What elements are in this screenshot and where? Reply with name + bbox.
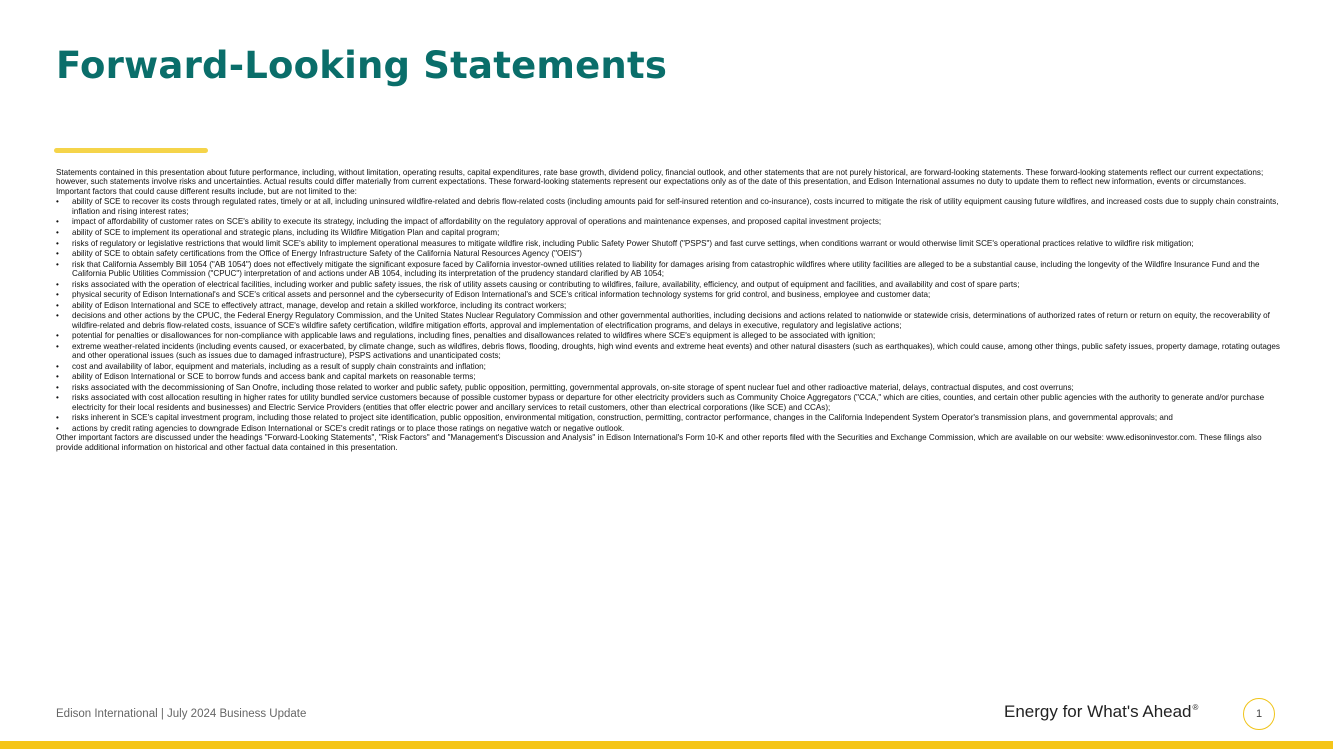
list-item: • ability of Edison International and SCE to effectively attract, manage, develop and retain a skilled workforce, including its contract workers; — [56, 300, 567, 310]
bullet-icon: • — [56, 259, 59, 269]
bullet-icon: • — [56, 424, 59, 434]
bullet-icon: • — [56, 331, 59, 341]
bullet-icon: • — [56, 197, 59, 207]
bullet-icon: • — [56, 249, 59, 259]
list-item: • risks of regulatory or legislative restrictions that would limit SCE's ability to implement operational measures to mitigate wildfire risk, including Public Safety Power Shutoff ("PSPS") and fast curve settings, when conditions warrant or would otherwise limit SCE's operational practices relative to wildfire risk mitigation; — [56, 238, 1194, 248]
list-item: • risks associated with the operation of electrical facilities, including worker and public safety issues, the risk of utility assets causing or contributing to wildfires, failure, availability, efficiency, and output of equipment and facilities, and availability and cost of spare parts; — [56, 279, 1020, 289]
registered-mark: ® — [1192, 703, 1199, 713]
list-item: • cost and availability of labor, equipment and materials, including as a result of supply chain constraints and inflation; — [56, 361, 486, 371]
list-item: • decisions and other actions by the CPUC, the Federal Energy Regulatory Commission, and the United States Nuclear Regulatory Commission and other governmental authorities, including decisions and actions related to nationwide or statewide crisis, determinations of authorized rates of return or return on equity, the recoverability of wildfire-related and debris flow-related costs, issuance of SCE's wildfire safety certification, wildfire mitigation efforts, approval and implementation of electrification programs, and delays in executive, regulatory and legislative actions; — [56, 311, 1270, 330]
list-item: • risk that California Assembly Bill 1054 ("AB 1054") does not effectively mitigate the significant exposure faced by California investor-owned utilities related to liability for damages arising from catastrophic wildfires where utility facilities are alleged to be a substantial cause, including the longevity of the Wildfire Insurance Fund and the California Public Utilities Commission ("CPUC") interpretation of and actions under AB 1054, including its interpretation of the prudency standard clarified by AB 1054; — [56, 259, 1260, 279]
bullet-icon: • — [56, 361, 59, 371]
page-number-badge — [1243, 698, 1275, 730]
bullet-icon: • — [56, 382, 59, 392]
list-item: • impact of affordability of customer rates on SCE's ability to execute its strategy, including the impact of affordability on the regulatory approval of operations and maintenance expenses, and proposed capital investment projects; — [56, 217, 882, 227]
brand-tagline — [1004, 702, 1198, 722]
list-item: • ability of SCE to recover its costs through regulated rates, timely or at all, including uninsured wildfire-related and debris flow-related costs (including amounts paid for self-insured retention and co-insurance), costs incurred to mitigate the risk of utility equipment causing future wildfires, and increased costs due to supply chain constraints, inflation and rising interest rates; — [56, 197, 1279, 216]
bullet-icon: • — [56, 413, 59, 423]
bullet-icon: • — [56, 238, 59, 248]
title-accent-line — [54, 148, 208, 153]
bullet-icon: • — [56, 228, 59, 237]
bullet-icon: • — [56, 341, 59, 351]
list-item: • risks associated with cost allocation resulting in higher rates for utility bundled service customers because of possible customer bypass or departure for other electricity providers such as Community Choice Aggregators ("CCA," which are cities, counties, and certain other public agencies with the authority to generate and/or purchase electricity for their local residents and businesses) and Electric Service Providers (entities that offer electric power and ancillary services to retail customers, other than electrical corporations (like SCE) and CCAs); — [56, 393, 1265, 412]
bullet-icon: • — [56, 217, 59, 227]
list-item: • actions by credit rating agencies to downgrade Edison International or SCE's credit ratings or to place those ratings on negative watch or negative outlook. — [56, 424, 625, 434]
footer-company-date: Edison International | July 2024 Business Update — [56, 708, 307, 720]
list-item: • potential for penalties or disallowances for non-compliance with applicable laws and regulations, including fines, penalties and disallowances related to wildfires where SCE's equipment is alleged to be associated with ignition; — [56, 331, 876, 341]
closing-paragraph: Other important factors are discussed under the headings "Forward-Looking Statements", "Risk Factors" and "Management's Discussion and Analysis" in Edison International's Form 10-K and other reports filed with the Securities and Exchange Commission, which are available on our website: www.edisoninvestor.com. These filings also provide additional information on historical and other factual data contained in this presentation. — [56, 433, 1262, 452]
list-item: • ability of SCE to obtain safety certifications from the Office of Energy Infrastructure Safety of the California Natural Resources Agency ("OEIS") — [56, 249, 582, 259]
list-item: • ability of SCE to implement its operational and strategic plans, including its Wildfire Mitigation Plan and capital program; — [56, 228, 500, 237]
bullet-icon: • — [56, 393, 59, 403]
statement-body — [56, 168, 1280, 452]
list-item: • ability of Edison International or SCE to borrow funds and access bank and capital markets on reasonable terms; — [56, 372, 476, 382]
intro-paragraph: Statements contained in this presentation about future performance, including, without limitation, operating results, capital expenditures, rate base growth, dividend policy, financial outlook, and other statements that are not purely historical, are forward-looking statements. These forward-looking statements reflect our current expectations; however, such statements involve risks and uncertainties. Actual results could differ materially from current expectations. These forward-looking statements represent our expectations only as of the date of this presentation, and Edison International assumes no duty to update them to reflect new information, events or circumstances. Important factors that could cause different results include, but are not limited to the: — [56, 168, 1264, 196]
bullet-icon: • — [56, 279, 59, 289]
list-item: • physical security of Edison International's and SCE's critical assets and personnel and the cybersecurity of Edison International's and SCE's critical information technology systems for grid control, and business, employee and customer data; — [56, 290, 931, 300]
tagline-text: Energy for What's Ahead — [1004, 702, 1192, 721]
page-number: 1 — [1255, 708, 1263, 720]
bullet-icon: • — [56, 300, 59, 310]
list-item: • risks inherent in SCE's capital investment program, including those related to project site identification, public opposition, environmental mitigation, construction, permitting, contractor performance, changes in the California Independent System Operator's transmission plans, and governmental approvals; and — [56, 413, 1173, 423]
list-item: • risks associated with the decommissioning of San Onofre, including those related to worker and public safety, public opposition, permitting, governmental approvals, on-site storage of spent nuclear fuel and other radioactive material, delays, contractual disputes, and cost overruns; — [56, 382, 1074, 392]
bullet-icon: • — [56, 290, 59, 300]
risk-factor-list — [56, 197, 1280, 433]
bullet-icon: • — [56, 311, 59, 321]
bottom-accent-bar — [0, 741, 1333, 749]
page-title: Forward-Looking Statements — [56, 44, 668, 87]
list-item: • extreme weather-related incidents (including events caused, or exacerbated, by climate change, such as wildfires, debris flows, flooding, droughts, high wind events and extreme heat events) and other natural disasters (such as earthquakes), which could cause, among other things, public safety issues, property damage, rotating outages and other operational issues (such as issues due to damaged infrastructure), PSPS activations and unanticipated costs; — [56, 341, 1280, 361]
bullet-icon: • — [56, 372, 59, 382]
